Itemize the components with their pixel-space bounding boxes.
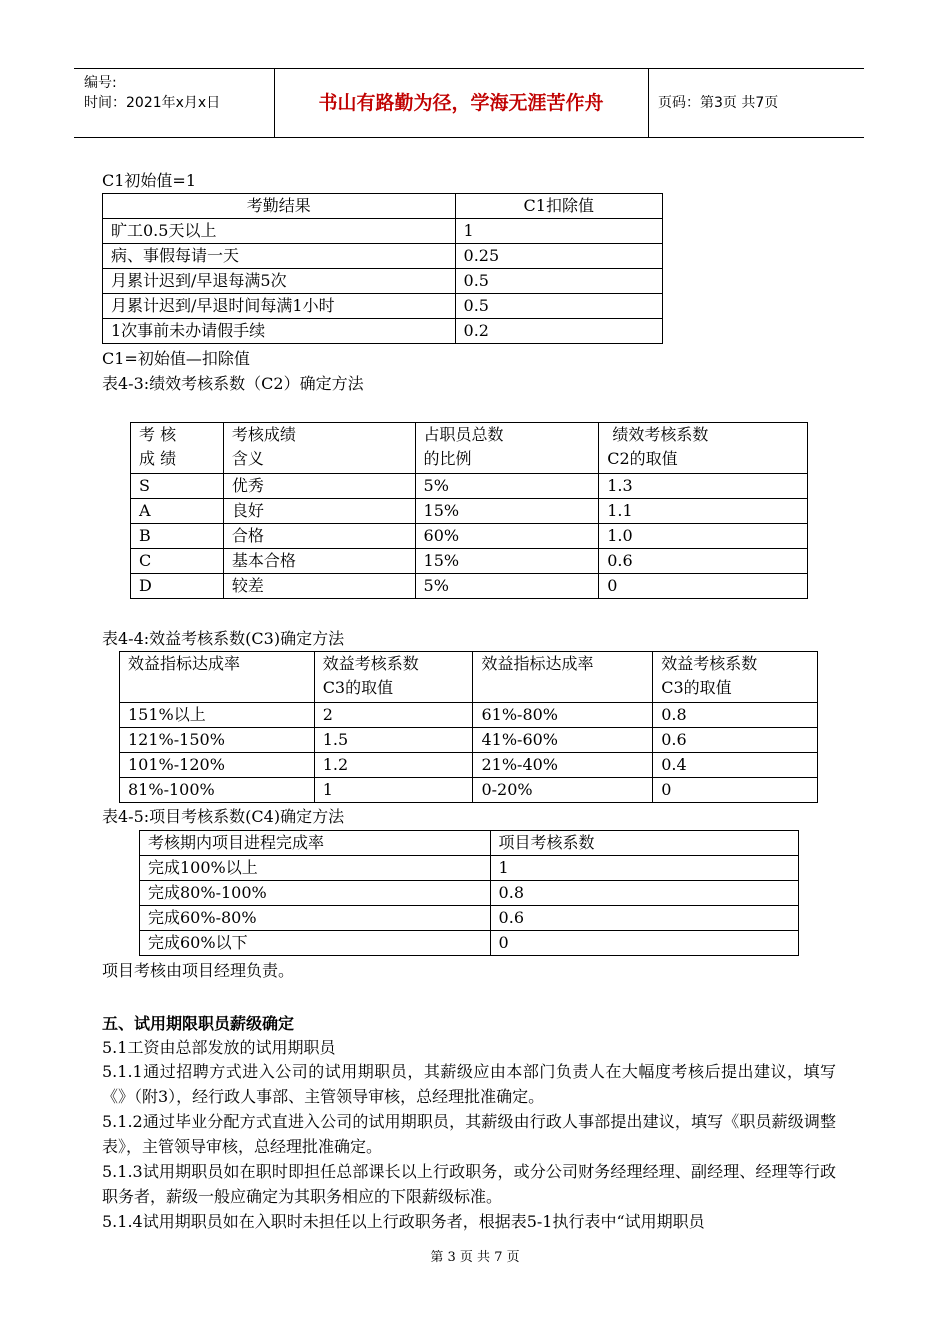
table-header-cell: 效益考核系数 C3的取值 (653, 652, 818, 703)
table-header-cell: 效益指标达成率 (120, 652, 315, 703)
header-motto: 书山有路勤为径，学海无涯苦作舟 (318, 92, 604, 114)
table-row (103, 319, 663, 344)
table-cell: 0.5 (455, 294, 662, 319)
table-header-cell: 考核成绩 含义 (223, 423, 415, 474)
table-header-cell: 考勤结果 (103, 194, 456, 219)
table-cell: 旷工0.5天以上 (103, 219, 456, 244)
table-cell: 1 (455, 219, 662, 244)
table-row: D 较差 5% 0 (131, 574, 808, 599)
paragraph-5-1-3: 5.1.3试用期职员如在职时即担任总部课长以上行政职务，或分公司财务经理经理、副经理、经理等行政职务者，薪级一般应确定为其职务相应的下限薪级标准。 (102, 1162, 836, 1206)
table-cell: 0.2 (455, 319, 662, 344)
c3-benefit-table (119, 651, 818, 803)
table-header-row (131, 423, 808, 474)
table-header-cell: 效益指标达成率 (473, 652, 653, 703)
paragraph-5-1: 5.1工资由总部发放的试用期职员 (102, 1038, 336, 1057)
c1-formula: C1=初始值—扣除值 (102, 349, 250, 368)
page-footer: 第 3 页 共 7 页 (430, 1250, 520, 1265)
table-row (103, 294, 663, 319)
section-title: 五、试用期限职员薪级确定 (102, 1014, 295, 1033)
table-cell: 1次事前未办请假手续 (103, 319, 456, 344)
header-meta (84, 73, 220, 141)
table-row: 完成60%以下 0 (140, 931, 799, 956)
table-cell: 月累计迟到/早退每满5次 (103, 269, 456, 294)
table-row (103, 219, 663, 244)
table-header-cell: 效益考核系数 C3的取值 (314, 652, 473, 703)
table-row: 完成80%-100% 0.8 (140, 881, 799, 906)
table-header-cell: C1扣除值 (455, 194, 662, 219)
document-number-label: 编号: (84, 75, 117, 91)
c1-deduction-table (102, 193, 663, 344)
c4-project-table (139, 830, 799, 956)
table-row: S 优秀 5% 1.3 (131, 474, 808, 499)
table-row: 81%-100% 1 0-20% 0 (120, 778, 818, 803)
table-header-row: 考核期内项目进程完成率 项目考核系数 (140, 831, 799, 856)
table-row: 完成100%以上 1 (140, 856, 799, 881)
table-row (103, 244, 663, 269)
table-row: 151%以上 2 61%-80% 0.8 (120, 703, 818, 728)
table-row: 完成60%-80% 0.6 (140, 906, 799, 931)
c3-caption: 表4-4:效益考核系数(C3)确定方法 (102, 629, 345, 648)
paragraph-5-1-2: 5.1.2通过毕业分配方式直进入公司的试用期职员，其薪级由行政人事部提出建议，填写《职员薪级调整表》，主管领导审核，总经理批准确定。 (102, 1112, 836, 1156)
table-row: C 基本合格 15% 0.6 (131, 549, 808, 574)
c1-initial-value: C1初始值=1 (102, 171, 197, 190)
c2-performance-table (130, 422, 808, 599)
c4-caption: 表4-5:项目考核系数(C4)确定方法 (102, 807, 345, 826)
table-header-cell: 绩效考核系数 C2的取值 (599, 423, 808, 474)
table-row (103, 269, 663, 294)
table-header-cell: 占职员总数 的比例 (415, 423, 599, 474)
table-row: B 合格 60% 1.0 (131, 524, 808, 549)
c4-note: 项目考核由项目经理负责。 (102, 961, 295, 980)
paragraph-5-1-4: 5.1.4试用期职员如在入职时未担任以上行政职务者，根据表5-1执行表中“试用期职员 (102, 1212, 705, 1231)
table-cell: 病、事假每请一天 (103, 244, 456, 269)
table-cell: 0.5 (455, 269, 662, 294)
table-row: 101%-120% 1.2 21%-40% 0.4 (120, 753, 818, 778)
paragraph-5-1-1: 5.1.1通过招聘方式进入公司的试用期职员，其薪级应由本部门负责人在大幅度考核后提出建议，填写《》（附3），经行政人事部、主管领导审核，总经理批准确定。 (102, 1062, 836, 1106)
table-cell: 0.25 (455, 244, 662, 269)
table-header-row (103, 194, 663, 219)
c2-caption: 表4-3:绩效考核系数（C2）确定方法 (102, 374, 364, 393)
table-header-cell: 考 核 成 绩 (131, 423, 224, 474)
table-cell: 月累计迟到/早退时间每满1小时 (103, 294, 456, 319)
table-row: 121%-150% 1.5 41%-60% 0.6 (120, 728, 818, 753)
page-header (74, 68, 864, 138)
header-page-label: 页码：第3页 共7页 (658, 95, 779, 111)
document-time-label: 时间：2021年x月x日 (84, 95, 221, 111)
table-row: A 良好 15% 1.1 (131, 499, 808, 524)
table-header-row (120, 652, 818, 703)
